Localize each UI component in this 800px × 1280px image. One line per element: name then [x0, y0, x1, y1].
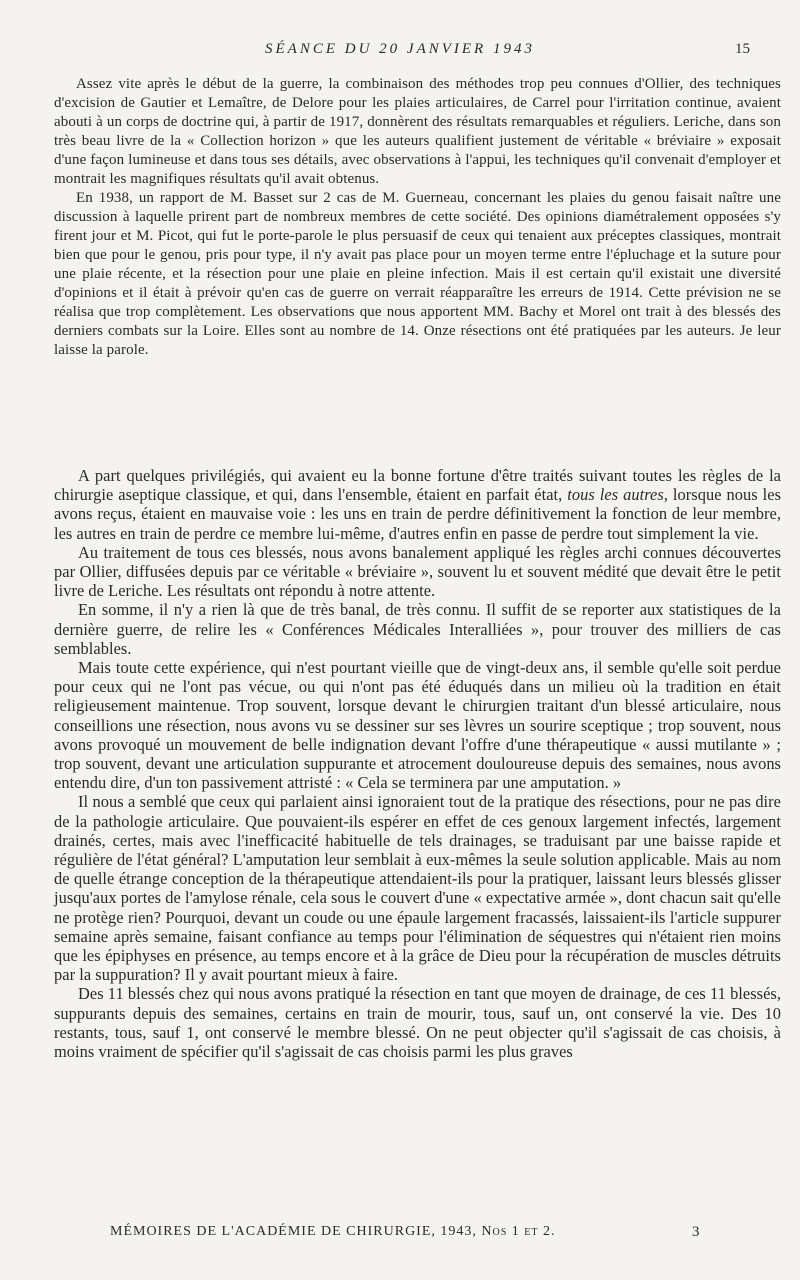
text-run: A part quelques privilégiés, qui avaient eu la bonne fortune d'être traités suivant toutes les règles de la chirurgie aseptique classique, et qui, dans l'ensemble, étaient en parfait état, — [54, 466, 781, 505]
section-authors-text — [54, 466, 781, 1061]
running-head-title: SÉANCE DU 20 JANVIER 1943 — [265, 41, 535, 57]
page-footer — [110, 1224, 700, 1244]
paragraph: Assez vite après le début de la guerre, la combinaison des méthodes trop peu connues d'Ollier, des techniques d'excision de Gautier et Lemaître, de Delore pour les plaies articulaires, de Carrel pour l'irritation continue, avaient abouti à un corps de doctrine qui, à partir de 1917, donnèrent des résultats remarquables et réguliers. Leriche, dans son très beau livre de la « Collection horizon » que les auteurs qualifient justement de véritable « bréviaire » exposait d'une façon lumineuse et dans tous ses détails, avec observations à l'appui, les techniques qu'il convenait d'employer et montrait les magnifiques résultats qu'il avait obtenus. — [54, 76, 781, 187]
paragraph: Des 11 blessés chez qui nous avons pratiqué la résection en tant que moyen de drainage, de ces 11 blessés, suppurants depuis des semaines, certains en train de mourir, tous, sauf un, ont conservé la vie. Des 10 restants, tous, sauf 1, ont conservé le membre blessé. On ne peut objecter qu'il s'agissait de cas choisis, à moins vraiment de spécifier qu'il s'agissait de cas choisis parmi les plus graves — [54, 984, 781, 1062]
text-run: , lorsque nous les avons reçus, étaient en mauvaise voie : les uns en train de perdre définitivement la fonction de leur membre, les autres en train de perdre ce membre lui-même, d'autres enfin en passe de perdre tout simplement la vie. — [54, 485, 782, 543]
paragraph: Mais toute cette expérience, qui n'est pourtant vieille que de vingt-deux ans, il semble qu'elle soit perdue pour ceux qui ne l'ont pas vécue, ou qui n'ont pas été éduqués dans un milieu où la tradition en était religieusement maintenue. Trop souvent, lorsque devant le chirurgien traitant d'un blessé articulaire, nous conseillions une résection, nous avons vu se dessiner sur ses lèvres un sourire sceptique ; trop souvent, nous avons provoqué un mouvement de belle indignation devant l'offre d'une thérapeutique « aussi mutilante » ; trop souvent, devant une articulation suppurante et atrocement douloureuse depuis des semaines, nous avons entendu dire, d'un ton passivement attristé : « Cela se terminera par une amputation. » — [54, 658, 781, 793]
running-head — [50, 41, 750, 65]
section-introduction — [54, 75, 781, 360]
paragraph — [54, 466, 781, 543]
footer-folio: 3 — [692, 1224, 700, 1240]
paragraph: En somme, il n'y a rien là que de très banal, de très connu. Il suffit de se reporter aux statistiques de la dernière guerre, de relire les « Conférences Médicales Interalliées », pour trouver des milliers de cas semblables. — [54, 600, 781, 658]
emphasis: tous les autres — [567, 485, 664, 505]
footer-journal-citation: MÉMOIRES DE L'ACADÉMIE DE CHIRURGIE, 1943, Nos 1 et 2. — [110, 1224, 556, 1239]
running-head-page-number: 15 — [735, 41, 750, 57]
paragraph: Au traitement de tous ces blessés, nous avons banalement appliqué les règles archi connues découvertes par Ollier, diffusées depuis par ce véritable « bréviaire », souvent lu et souvent médité que devait être le petit livre de Leriche. Les résultats ont répondu à notre attente. — [54, 542, 781, 601]
paragraph: En 1938, un rapport de M. Basset sur 2 cas de M. Guerneau, concernant les plaies du genou faisait naître une discussion à laquelle prirent part de nombreux membres de cette société. Des opinions diamétralement opposées s'y firent jour et M. Picot, qui fut le porte-parole le plus persuasif de ceux qui tenaient aux préceptes classiques, montrait bien que pour le genou, pris pour type, il n'y avait pas place pour un moyen terme entre l'épluchage et la suture pour une plaie récente, et la résection pour une plaie en pleine infection. Mais il est certain qu'il existait une diversité d'opinions et il était à prévoir qu'en cas de guerre on verrait réapparaître les erreurs de 1914. Cette prévision ne se réalisa que trop complètement. Les observations que nous apportent MM. Bachy et Morel ont trait à des blessés des derniers combats sur la Loire. Elles sont au nombre de 14. Onze résections ont été pratiquées par les auteurs. Je leur laisse la parole. — [54, 190, 781, 358]
paragraph: Il nous a semblé que ceux qui parlaient ainsi ignoraient tout de la pratique des résections, pour ne pas dire de la pathologie articulaire. Que pouvaient-ils espérer en effet de ces genoux largement infectés, largement drainés, certes, mais avec l'inefficacité habituelle de tels drainages, se traduisant par une baisse rapide et régulière de l'état général? L'amputation leur semblait à eux-mêmes la seule solution applicable. Mais au nom de quelle étrange conception de la thérapeutique attendaient-ils pour la pratiquer, laissant leurs blessés glisser jusqu'aux portes de l'amylose rénale, cela sous le couvert d'une « expectative armée », dont chacun sait qu'elle ne protège rien? Pourquoi, devant un coude ou une épaule largement fracassés, laissaient-ils l'article suppurer semaine après semaine, faisant confiance au temps pour l'élimination de séquestres qui n'étaient rien moins que les épiphyses en présence, au temps encore et à la grâce de Dieu pour la récupération de muscles détruits par la suppuration? Il y avait pourtant mieux à faire. — [54, 792, 781, 985]
